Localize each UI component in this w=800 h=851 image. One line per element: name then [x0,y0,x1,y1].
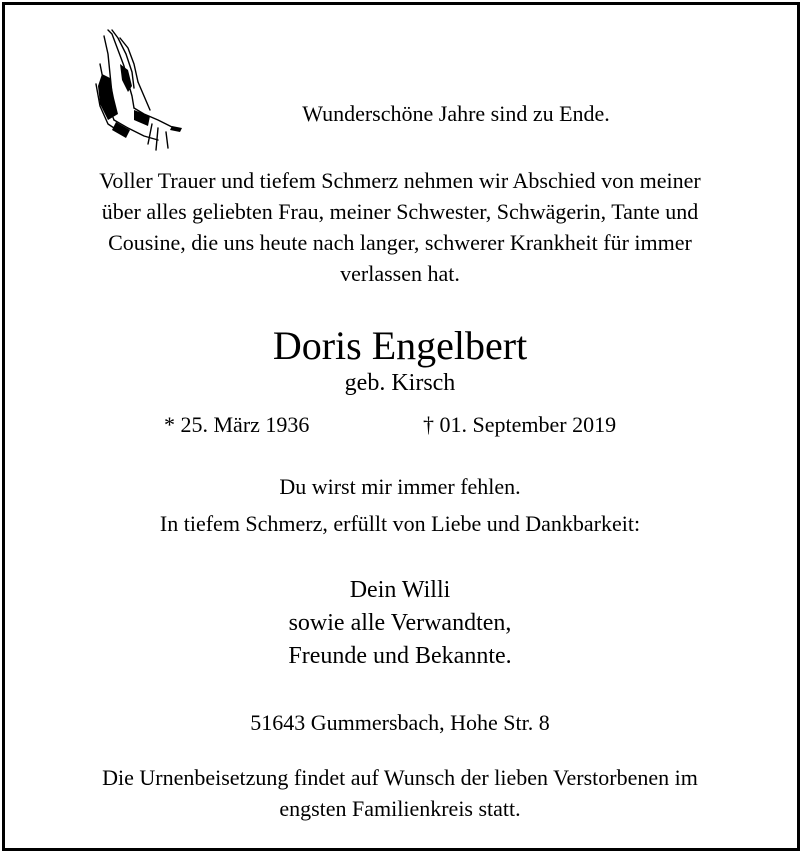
praying-hands-icon [88,24,188,152]
burial-line: Die Urnenbeisetzung findet auf Wunsch der lieben Verstorbenen im [102,765,698,790]
address: 51643 Gummersbach, Hohe Str. 8 [250,710,550,735]
burial-note [0,767,800,829]
deceased-name: Doris Engelbert [272,323,528,368]
intro-line: über alles geliebten Frau, meiner Schwester, Schwägerin, Tante und [101,199,699,224]
intro-text [0,170,800,294]
signer-line: sowie alle Verwandten, [288,610,512,636]
pain-text: In tiefem Schmerz, erfüllt von Liebe und Dankbarkeit: [159,511,641,536]
signer-line: Dein Willi [349,577,451,603]
death-date: † 01. September 2019 [423,412,617,437]
intro-line: verlassen hat. [340,261,460,286]
slogan: Wunderschöne Jahre sind zu Ende. [302,101,610,126]
birth-date: * 25. März 1936 [164,412,310,437]
burial-line: engsten Familienkreis statt. [279,796,521,821]
signer-line: Freunde und Bekannte. [288,643,512,669]
intro-line: Voller Trauer und tiefem Schmerz nehmen wir Abschied von meiner [99,168,701,193]
birth-name: geb. Kirsch [344,370,456,396]
intro-line: Cousine, die uns heute nach langer, schwerer Krankheit für immer [108,230,692,255]
miss-text: Du wirst mir immer fehlen. [279,474,521,499]
signers [0,578,800,677]
